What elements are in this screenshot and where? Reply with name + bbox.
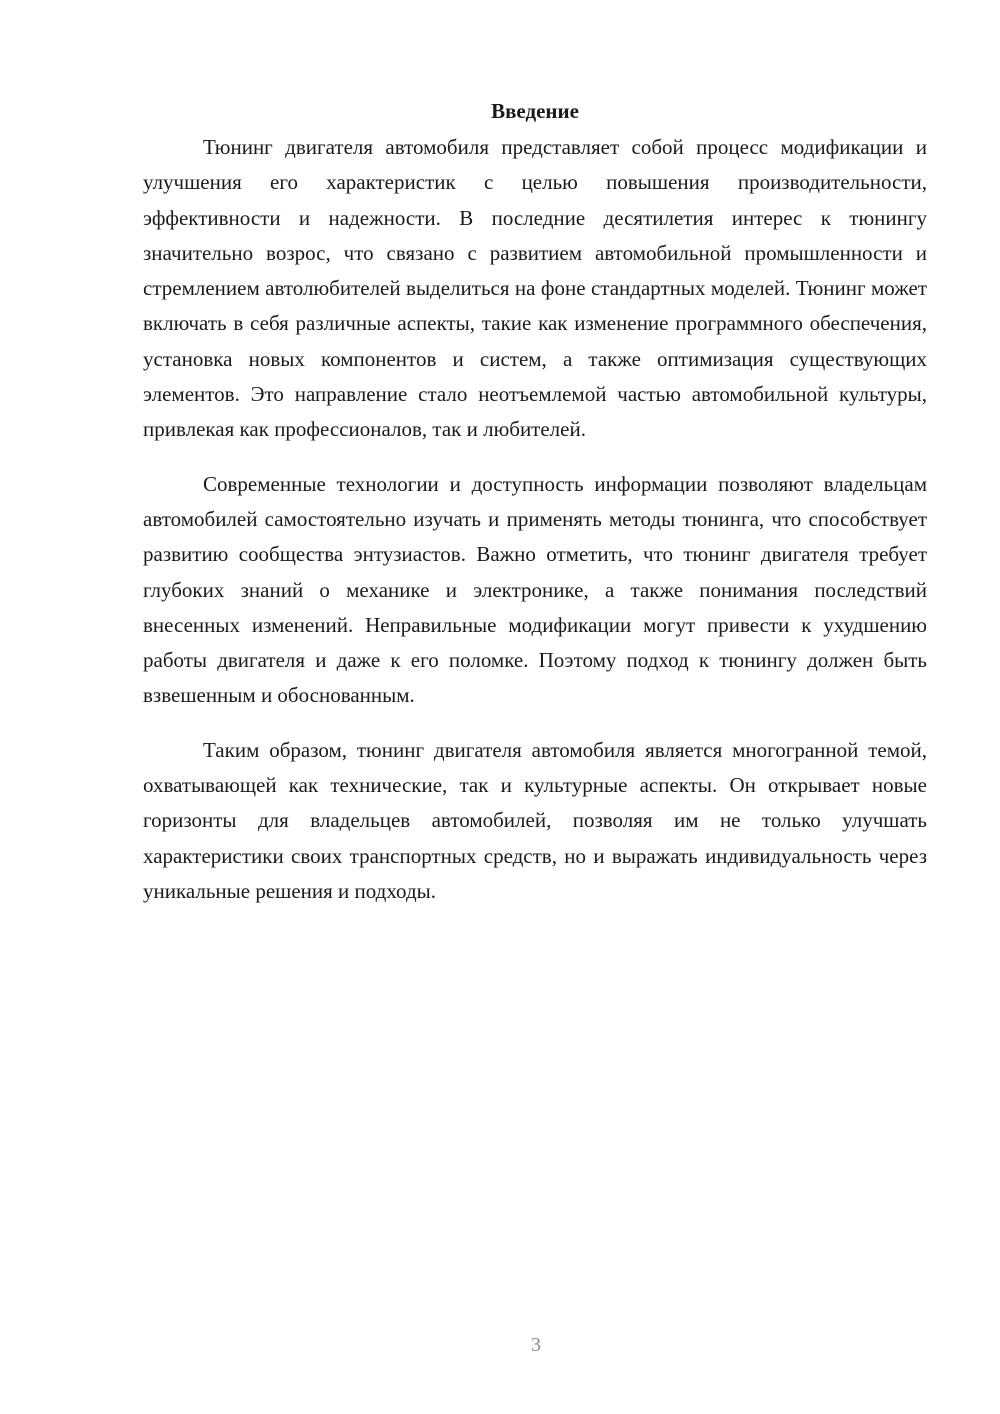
paragraph-2: Современные технологии и доступность информации позволяют владельцам автомобилей самостоятельно изучать и применять методы тюнинга, что способствует развитию сообщества энтузиастов. Важно отметить, что тюнинг двигателя требует глубоких знаний о механике и электронике, а также понимания последствий внесенных изменений. Неправильные модификации могут привести к ухудшению работы двигателя и даже к его поломке. Поэтому подход к тюнингу должен быть взвешенным и обоснованным. bbox=[143, 471, 927, 708]
paragraph-3: Таким образом, тюнинг двигателя автомобиля является многогранной темой, охватывающей как технические, так и культурные аспекты. Он открывает новые горизонты для владельцев автомобилей, позволяя им не только улучшать характеристики своих транспортных средств, но и выражать индивидуальность через уникальные решения и подходы. bbox=[143, 737, 927, 903]
section-heading: Введение bbox=[491, 99, 579, 123]
page-number: 3 bbox=[531, 1334, 541, 1356]
page-content bbox=[143, 94, 927, 928]
paragraph-1: Тюнинг двигателя автомобиля представляет собой процесс модификации и улучшения его характеристик с целью повышения производительности, эффективности и надежности. В последние десятилетия интерес к тюнингу значительно возрос, что связано с развитием автомобильной промышленности и стремлением автолюбителей выделиться на фоне стандартных моделей. Тюнинг может включать в себя различные аспекты, такие как изменение программного обеспечения, установка новых компонентов и систем, а также оптимизация существующих элементов. Это направление стало неотъемлемой частью автомобильной культуры, привлекая как профессионалов, так и любителей. bbox=[143, 135, 927, 442]
